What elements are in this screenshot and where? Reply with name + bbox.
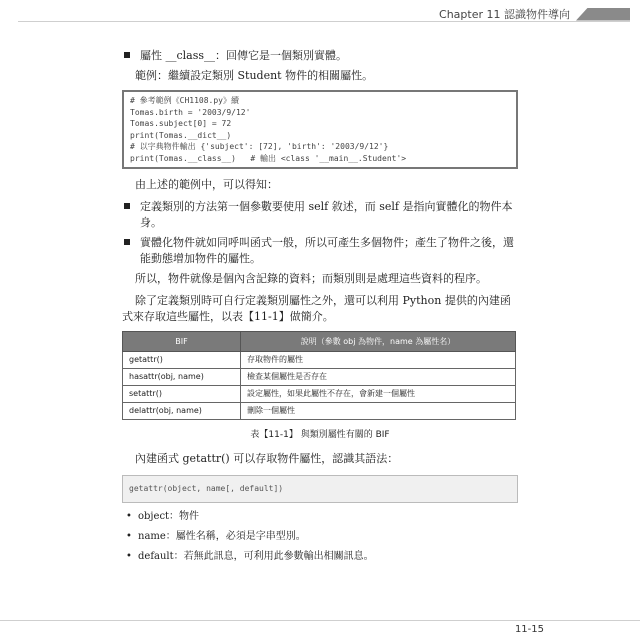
table-row — [123, 403, 516, 420]
table-row — [123, 352, 516, 369]
param-name — [122, 529, 518, 545]
bullet-class-attribute — [122, 48, 518, 64]
table-cell: 設定屬性，如果此屬性不存在，會新建一個屬性 — [241, 386, 516, 403]
bullet-self — [122, 199, 518, 231]
code-line: # 參考範例《CH1108.py》續 — [130, 96, 239, 105]
table-cell: setattr() — [123, 386, 241, 403]
syntax-box: getattr(object, name[, default]) — [122, 475, 518, 503]
table-cell: 存取物件的屬性 — [241, 352, 516, 369]
paragraph: 除了定義類別時可自行定義類別屬性之外，還可以利用 Python 提供的內建函式來存取這些屬性，以表【11-1】做簡介。 — [122, 294, 511, 323]
table-header-row — [123, 332, 516, 352]
dot-bullet-icon: • — [126, 531, 132, 542]
table-caption: 表【11-1】 與類別屬性有關的 BIF — [250, 430, 390, 440]
param-text: default：若無此訊息，可利用此參數輸出相關訊息。 — [138, 551, 374, 562]
param-object — [122, 509, 518, 525]
table-header-description: 說明（參數 obj 為物件，name 為屬性名） — [241, 332, 516, 352]
code-line: print(Tomas.__class__) # 輸出 <class '__main__.Student'> — [130, 153, 407, 163]
code-line: print(Tomas.__dict__) — [130, 130, 232, 140]
paragraph: 內建函式 getattr() 可以存取物件屬性，認識其語法： — [135, 452, 399, 465]
table-cell: getattr() — [123, 352, 241, 369]
bullet-text: 屬性 __class__：回傳它是一個類別實體。 — [140, 49, 348, 62]
paragraph: 所以，物件就像是個內含記錄的資料；而類別則是處理這些資料的程序。 — [135, 272, 487, 285]
param-text: object：物件 — [138, 511, 200, 522]
bullet-text: 實體化物件就如同呼叫函式一般，所以可產生多個物件；產生了物件之後，還能動態增加物件的屬性。 — [140, 236, 514, 265]
param-text: name：屬性名稱，必須是字串型別。 — [138, 531, 306, 542]
code-example — [122, 90, 518, 169]
square-bullet-icon — [124, 52, 130, 58]
example-intro: 範例：繼續設定類別 Student 物件的相關屬性。 — [135, 69, 374, 82]
square-bullet-icon — [124, 239, 130, 245]
table-cell: 刪除一個屬性 — [241, 403, 516, 420]
chapter-title: Chapter 11 認識物件導向 — [439, 8, 570, 21]
code-line: # 以字典物件輸出 {'subject': [72], 'birth': '2003/9/12'} — [130, 142, 389, 151]
table-cell: delattr(obj, name) — [123, 403, 241, 420]
paragraph: 由上述的範例中，可以得知： — [135, 178, 278, 191]
dot-bullet-icon: • — [126, 551, 132, 562]
dot-bullet-icon: • — [126, 511, 132, 522]
header-decoration — [576, 8, 630, 21]
page-body — [122, 48, 518, 569]
table-cell: 檢查某個屬性是否存在 — [241, 369, 516, 386]
bullet-text: 定義類別的方法第一個參數要使用 self 敘述，而 self 是指向實體化的物件本身。 — [140, 200, 513, 229]
code-line: Tomas.birth = '2003/9/12' — [130, 107, 251, 117]
page-number: 11-15 — [514, 624, 544, 635]
chapter-header — [439, 6, 630, 22]
bif-table — [122, 331, 516, 420]
bullet-instantiation — [122, 235, 518, 267]
code-line: Tomas.subject[0] = 72 — [130, 119, 232, 128]
table-row — [123, 386, 516, 403]
param-default — [122, 549, 518, 565]
table-row — [123, 369, 516, 386]
table-cell: hasattr(obj, name) — [123, 369, 241, 386]
header-divider — [18, 21, 630, 22]
table-header-bif: BIF — [123, 332, 241, 352]
footer-divider — [0, 620, 640, 621]
square-bullet-icon — [124, 203, 130, 209]
